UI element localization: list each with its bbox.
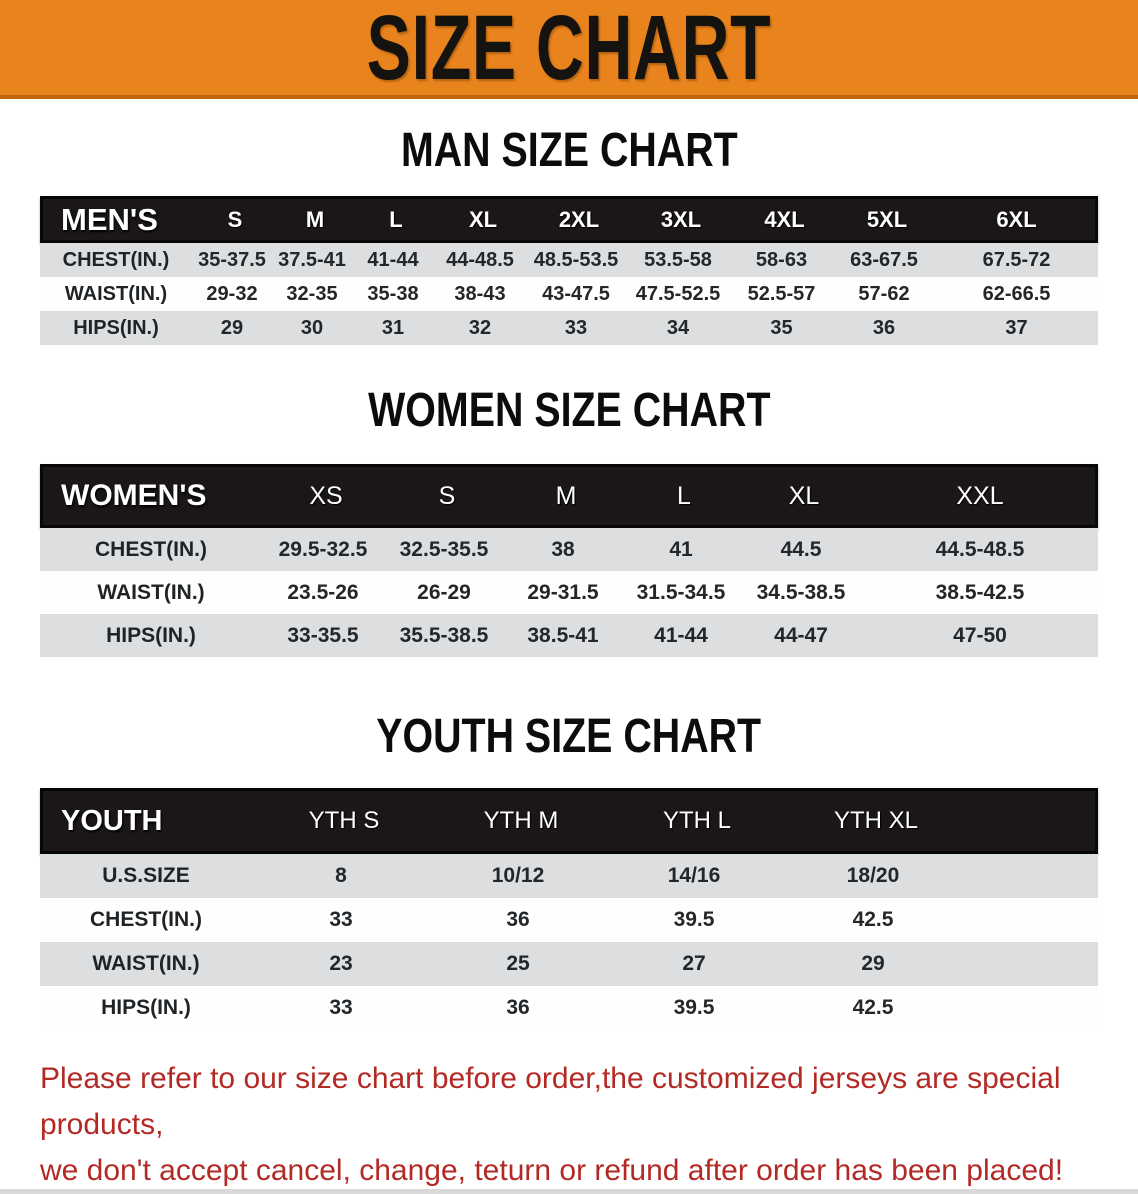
measurement-row-label: HIPS(IN.) xyxy=(106,623,196,647)
size-column-header: 4XL xyxy=(764,206,805,232)
table-cell: 35-38 xyxy=(367,282,419,305)
mens-size-table xyxy=(40,196,1098,345)
table-cell: 47.5-52.5 xyxy=(635,282,721,305)
size-column-header: L xyxy=(389,206,403,232)
table-cell: 63-67.5 xyxy=(850,248,918,271)
measurement-row-label: CHEST(IN.) xyxy=(95,537,207,561)
size-column-header: XL xyxy=(788,481,820,510)
table-cell: 38.5-42.5 xyxy=(935,580,1025,604)
table-cell: 32 xyxy=(468,316,492,339)
size-column-header: L xyxy=(677,481,691,510)
size-column-header: YTH M xyxy=(483,807,559,834)
measurement-row-label: WAIST(IN.) xyxy=(92,952,200,975)
womens-size-table xyxy=(40,464,1098,657)
table-cell: 41-44 xyxy=(654,623,708,647)
table-cell: 34.5-38.5 xyxy=(756,580,846,604)
disclaimer-line-2: we don't accept cancel, change, teturn or refund after order has been placed! xyxy=(40,1154,1064,1187)
table-cell: 48.5-53.5 xyxy=(533,248,619,271)
table-cell: 38.5-41 xyxy=(527,623,599,647)
size-column-header: XS xyxy=(309,481,343,510)
measurement-row-label: CHEST(IN.) xyxy=(62,248,170,271)
measurement-row-label: HIPS(IN.) xyxy=(73,316,159,339)
table-cell: 44.5 xyxy=(780,537,822,561)
youth-size-table xyxy=(40,788,1098,1030)
table-cell: 42.5 xyxy=(852,908,894,931)
table-row xyxy=(40,571,1098,614)
table-cell: 57-62 xyxy=(858,282,910,305)
women-section-heading: WOMEN SIZE CHART xyxy=(367,384,771,437)
table-cell: 35 xyxy=(770,316,793,339)
table-cell: 39.5 xyxy=(673,996,715,1019)
table-cell: 42.5 xyxy=(852,996,894,1019)
table-cell: 33-35.5 xyxy=(287,623,359,647)
table-row xyxy=(40,854,1098,898)
size-column-header: 2XL xyxy=(558,206,600,232)
table-cell: 33 xyxy=(329,908,353,931)
table-cell: 39.5 xyxy=(673,908,715,931)
table-cell: 32-35 xyxy=(286,282,338,305)
table-cell: 23.5-26 xyxy=(287,580,359,604)
table-cell: 53.5-58 xyxy=(644,248,712,271)
measurement-row-label: HIPS(IN.) xyxy=(101,996,191,1019)
table-row xyxy=(40,277,1098,311)
table-cell: 43-47.5 xyxy=(542,282,610,305)
table-cell: 31.5-34.5 xyxy=(636,580,726,604)
size-column-header: M xyxy=(305,206,325,232)
table-cell: 41 xyxy=(669,537,693,561)
table-cell: 29 xyxy=(220,316,244,339)
size-chart-banner xyxy=(0,0,1138,99)
table-row xyxy=(40,311,1098,345)
table-cell: 29 xyxy=(861,952,885,975)
table-cell: 29.5-32.5 xyxy=(278,537,368,561)
table-cell: 33 xyxy=(329,996,353,1019)
table-cell: 29-31.5 xyxy=(527,580,599,604)
table-cell: 37.5-41 xyxy=(278,248,346,271)
table-cell: 34 xyxy=(666,316,690,339)
table-row xyxy=(40,528,1098,571)
table-row xyxy=(40,898,1098,942)
size-column-header: XXL xyxy=(956,481,1004,510)
size-column-header: 5XL xyxy=(866,206,908,232)
table-cell: 47-50 xyxy=(953,623,1007,647)
size-column-header: S xyxy=(438,481,456,510)
table-cell: 36 xyxy=(506,996,530,1019)
table-cell: 31 xyxy=(381,316,405,339)
table-cell: 52.5-57 xyxy=(747,282,816,305)
table-cell: 35-37.5 xyxy=(198,248,266,271)
table-cell: 44-48.5 xyxy=(446,248,514,271)
table-cell: 44.5-48.5 xyxy=(935,537,1025,561)
table-cell: 8 xyxy=(335,864,347,887)
youth-section-heading: YOUTH SIZE CHART xyxy=(376,710,762,763)
size-column-header: M xyxy=(555,481,577,510)
table-row xyxy=(40,243,1098,277)
table-cell: 38 xyxy=(551,537,575,561)
women-header-row xyxy=(40,464,1098,528)
table-row xyxy=(40,942,1098,986)
table-cell: 58-63 xyxy=(755,248,808,271)
table-cell: 41-44 xyxy=(367,248,419,271)
table-row xyxy=(40,614,1098,657)
table-header-label: YOUTH xyxy=(61,804,163,837)
table-cell: 37 xyxy=(1005,316,1028,339)
disclaimer-line-1: Please refer to our size chart before order,the customized jerseys are special products, xyxy=(40,1062,1061,1141)
table-cell: 62-66.5 xyxy=(982,282,1051,305)
table-row xyxy=(40,986,1098,1030)
table-cell: 10/12 xyxy=(491,864,545,887)
measurement-row-label: WAIST(IN.) xyxy=(64,282,168,305)
table-header-label: MEN'S xyxy=(61,201,158,237)
measurement-row-label: CHEST(IN.) xyxy=(90,908,202,931)
image-bottom-edge xyxy=(0,1189,1138,1194)
size-column-header: 3XL xyxy=(660,206,702,232)
youth-header-row xyxy=(40,788,1098,854)
table-cell: 26-29 xyxy=(417,580,471,604)
table-cell: 25 xyxy=(506,952,530,975)
size-column-header: 6XL xyxy=(996,206,1037,232)
size-column-header: YTH XL xyxy=(833,807,919,834)
measurement-row-label: U.S.SIZE xyxy=(102,864,190,887)
order-disclaimer xyxy=(40,1056,1118,1194)
table-cell: 67.5-72 xyxy=(982,248,1051,271)
men-header-row xyxy=(40,196,1098,243)
measurement-row-label: WAIST(IN.) xyxy=(97,580,205,604)
table-cell: 29-32 xyxy=(206,282,258,305)
table-cell: 35.5-38.5 xyxy=(399,623,489,647)
table-cell: 14/16 xyxy=(667,864,721,887)
size-column-header: YTH S xyxy=(308,807,380,834)
table-cell: 38-43 xyxy=(454,282,506,305)
size-column-header: S xyxy=(227,206,243,232)
page-title: SIZE CHART xyxy=(366,0,772,99)
table-cell: 36 xyxy=(872,316,896,339)
men-section-heading: MAN SIZE CHART xyxy=(400,124,738,177)
table-cell: 33 xyxy=(564,316,588,339)
size-column-header: YTH L xyxy=(662,807,731,834)
table-cell: 27 xyxy=(682,952,706,975)
table-cell: 30 xyxy=(300,316,324,339)
table-cell: 32.5-35.5 xyxy=(399,537,489,561)
table-cell: 44-47 xyxy=(774,623,828,647)
table-cell: 18/20 xyxy=(846,864,900,887)
table-cell: 23 xyxy=(329,952,353,975)
table-header-label: WOMEN'S xyxy=(61,479,207,512)
size-column-header: XL xyxy=(468,206,498,232)
table-cell: 36 xyxy=(506,908,530,931)
